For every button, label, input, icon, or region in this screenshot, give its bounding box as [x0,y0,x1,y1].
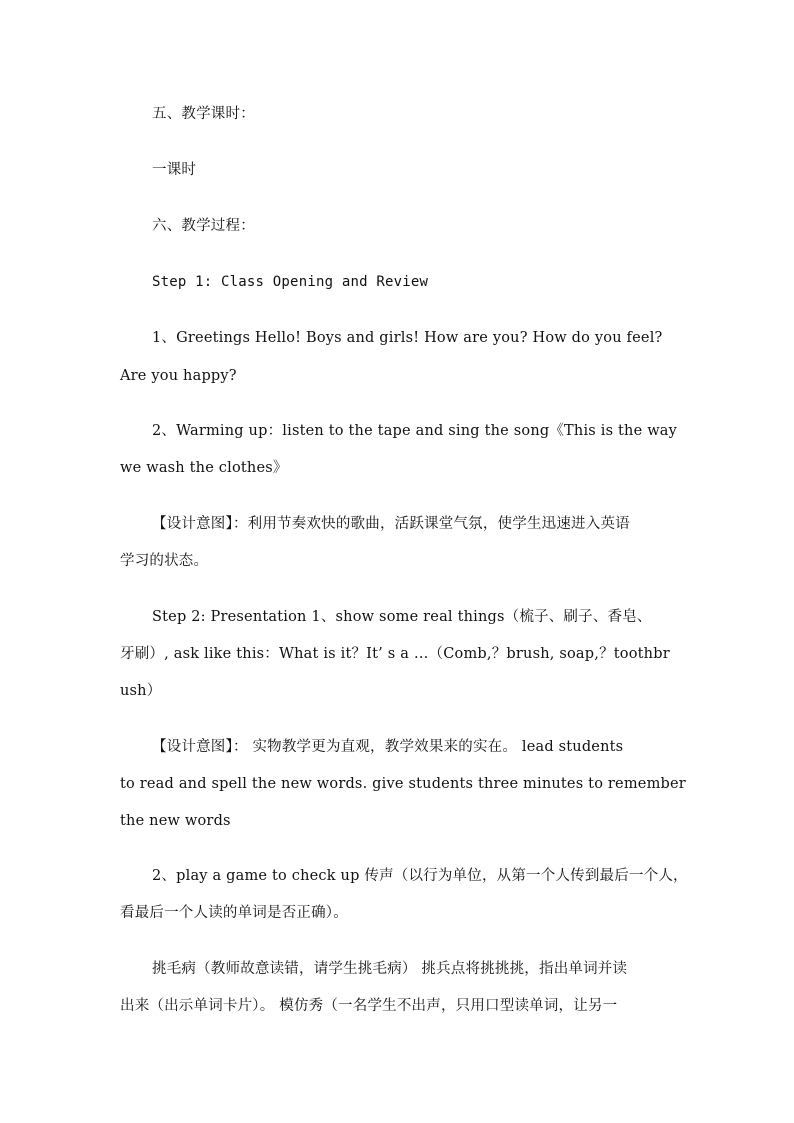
section-5-heading: 五、教学课时： [152,106,255,122]
design-intent-2-line-1: 【设计意图】： 实物教学更为直观，教学效果来的实在。 lead students [152,739,624,755]
greetings-paragraph-line-1: 1、Greetings Hello! Boys and girls! How are you? How do you feel? [152,330,663,346]
section-6-heading: 六、教学过程： [152,218,255,234]
step-2-paragraph-line-1: Step 2: Presentation 1、show some real things（梳子、刷子、香皂、 [152,609,652,625]
warming-up-paragraph-line-1: 2、Warming up：listen to the tape and sing the song《This is the way [152,423,678,439]
warming-up-paragraph-line-2: we wash the clothes》 [120,460,288,476]
greetings-paragraph-line-2: Are you happy? [120,368,237,384]
step-2-paragraph-line-3: ush） [120,683,162,699]
design-intent-1-line-1: 【设计意图】：利用节奏欢快的歌曲，活跃课堂气氛，使学生迅速进入英语 [152,516,630,532]
activities-paragraph-line-1: 挑毛病（教师故意读错，请学生挑毛病） 挑兵点将挑挑挑，指出单词并读 [152,961,628,977]
game-paragraph-line-1: 2、play a game to check up 传声（以行为单位，从第一个人传到最后一个人， [152,868,688,884]
activities-paragraph-line-2: 出来（出示单词卡片）。 模仿秀（一名学生不出声，只用口型读单词，让另一 [120,998,618,1014]
design-intent-1-line-2: 学习的状态。 [120,553,209,569]
step-1-heading: Step 1: Class Opening and Review [152,274,429,290]
game-paragraph-line-2: 看最后一个人读的单词是否正确）。 [120,905,348,921]
design-intent-2-line-3: the new words [120,813,231,829]
step-2-paragraph-line-2: 牙刷）, ask like this：What is it？It’ s a …（Comb,？brush, soap,？toothbr [120,646,670,662]
design-intent-2-line-2: to read and spell the new words. give students three minutes to remember [120,776,686,792]
section-5-body: 一课时 [152,162,197,178]
